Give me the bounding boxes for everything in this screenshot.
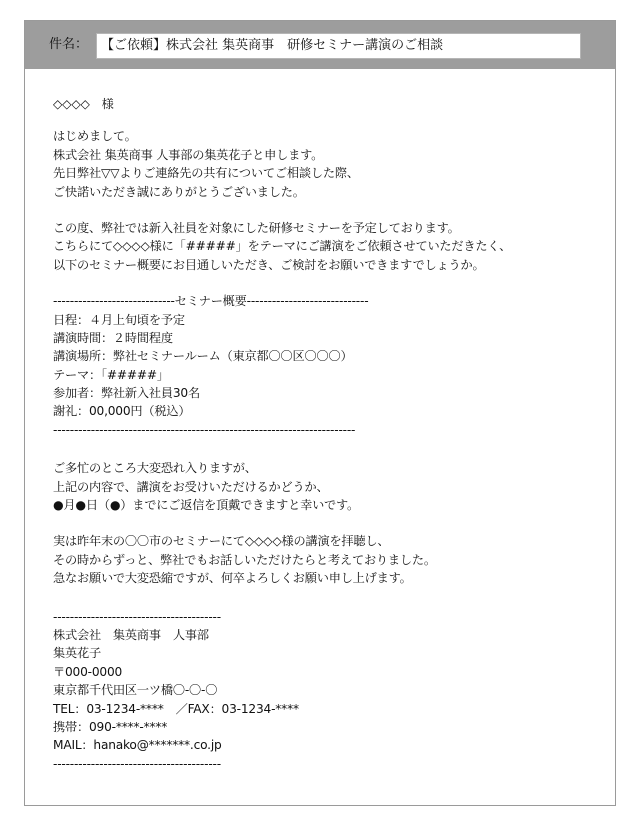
subject-label: 件名： (49, 37, 89, 52)
signature-address: 東京都千代田区一ツ橋〇-〇-〇 (53, 683, 218, 698)
intro-line: 先日弊社▽▽よりご連絡先の共有についてご相談した際、 (53, 166, 359, 181)
signature-bottom-rule: ---------------------------------------- (53, 756, 221, 771)
overview-footer-rule: ------------------------------------------------------------------------ (53, 422, 356, 437)
email-body (53, 95, 603, 773)
email-document (24, 20, 616, 806)
signature-top-rule: ---------------------------------------- (53, 609, 221, 624)
signature-company: 株式会社 集英商事 人事部 (53, 627, 209, 642)
overview-header-rule: -----------------------------セミナー概要----------------------------- (53, 294, 369, 309)
overview-item: 参加者：弊社新入社員30名 (53, 386, 200, 401)
overview-item: 謝礼：00,000円（税込） (53, 404, 191, 419)
reply-line: 上記の内容で、講演をお受けいただけるかどうか、 (53, 479, 329, 494)
closing-line: 急なお願いで大変恐縮ですが、何卒よろしくお願い申し上げます。 (53, 571, 412, 586)
intro-line: 株式会社 集英商事 人事部の集英花子と申します。 (53, 147, 324, 162)
seminar-overview (53, 292, 603, 439)
closing-line: その時からずっと、弊社でもお話しいただけたらと考えておりました。 (53, 552, 436, 567)
reply-line: ●月●日（●）までにご返信を頂戴できますと幸いです。 (53, 498, 360, 513)
request-line: この度、弊社では新入社員を対象にした研修セミナーを予定しております。 (53, 220, 460, 235)
closing-line: 実は昨年末の〇〇市のセミナーにて◇◇◇◇様の講演を拝聴し、 (53, 534, 390, 549)
overview-item: 講演時間：２時間程度 (53, 330, 173, 345)
signature-block (53, 608, 603, 774)
intro-line: ご快諾いただき誠にありがとうございました。 (53, 184, 305, 199)
reply-line: ご多忙のところ大変恐れ入りますが、 (53, 461, 257, 476)
intro-paragraph (53, 127, 603, 201)
overview-item: 講演場所：弊社セミナールーム（東京都〇〇区〇〇〇） (53, 349, 353, 364)
subject-field[interactable]: 【ご依頼】株式会社 集英商事 研修セミナー講演のご相談 (96, 33, 581, 59)
overview-item: テーマ：「#####」 (53, 367, 169, 382)
request-line: こちらにて◇◇◇◇様に「#####」をテーマにご講演をご依頼させていただきたく、 (53, 239, 512, 254)
signature-name: 集英花子 (53, 646, 101, 661)
subject-bar (25, 21, 615, 69)
signature-email: MAIL：hanako@*******.co.jp (53, 738, 222, 753)
reply-paragraph (53, 459, 603, 514)
signature-mobile: 携帯：090-****-**** (53, 719, 168, 734)
request-line: 以下のセミナー概要にお目通しいただき、ご検討をお願いできますでしょうか。 (53, 257, 485, 272)
request-paragraph (53, 219, 603, 274)
greeting: ◇◇◇◇ 様 (53, 97, 114, 111)
signature-phone-fax: TEL：03-1234-**** ／FAX：03-1234-**** (53, 701, 299, 716)
signature-postal-code: 〒000-0000 (53, 664, 123, 679)
overview-item: 日程：４月上旬頃を予定 (53, 312, 185, 327)
intro-line: はじめまして。 (53, 129, 137, 144)
closing-paragraph (53, 532, 603, 587)
